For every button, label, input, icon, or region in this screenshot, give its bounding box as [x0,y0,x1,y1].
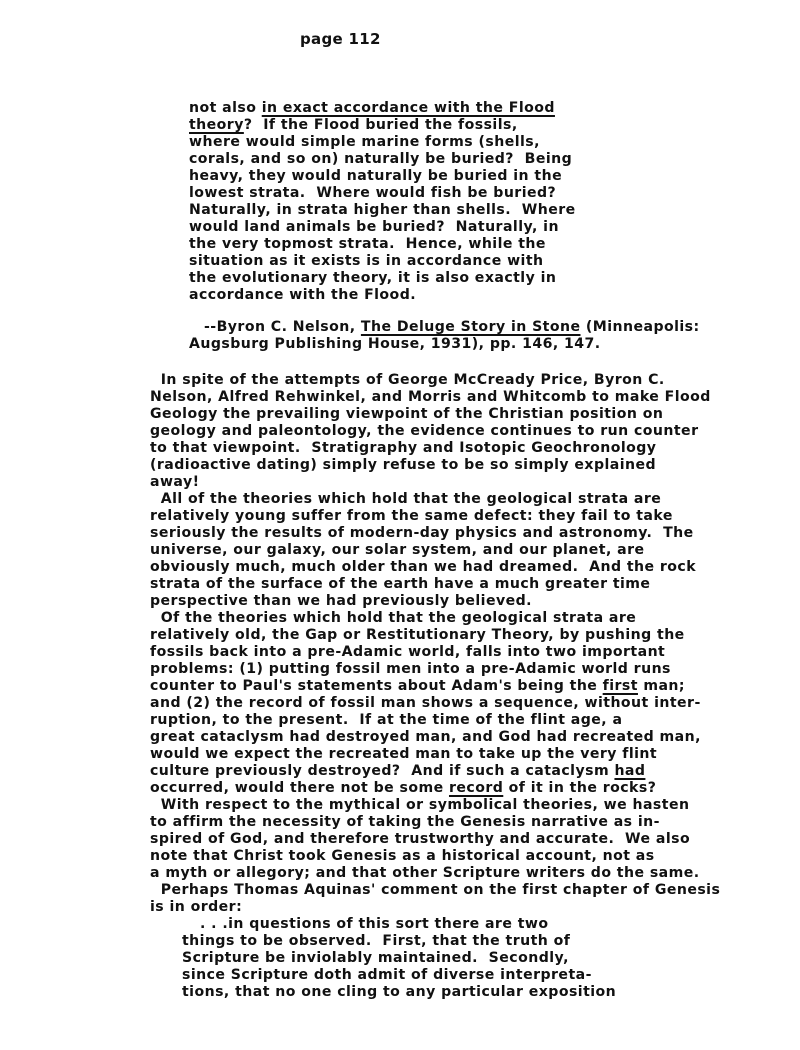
quote-text: not also [189,100,262,116]
body-line: to affirm the necessity of taking the Genesis narrative as in- [150,814,660,830]
body-line: obviously much, much older than we had dreamed. And the rock [150,559,697,575]
quote-line: tions, that no one cling to any particular exposition [182,984,617,1000]
body-line: Of the theories which hold that the geological strata are [150,610,637,626]
body-line: relatively young suffer from the same defect: they fail to take [150,508,673,524]
quote-line: heavy, they would naturally be buried in the [189,168,563,184]
quote-line: the very topmost strata. Hence, while the [189,236,546,252]
body-line: spired of God, and therefore trustworthy and accurate. We also [150,831,691,847]
quote-line: Scripture be inviolably maintained. Secondly, [182,950,569,966]
body-line: problems: (1) putting fossil men into a pre-Adamic world runs [150,661,671,677]
body-line: Perhaps Thomas Aquinas' comment on the first chapter of Genesis [150,882,721,898]
body-line: culture previously destroyed? And if such a cataclysm had [150,763,646,779]
quote-line: since Scripture doth admit of diverse interpreta- [182,967,592,983]
quote-line: situation as it exists is in accordance with [189,253,544,269]
body-line: Geology the prevailing viewpoint of the Christian position on [150,406,664,422]
body-line: counter to Paul's statements about Adam's being the first man; [150,678,685,694]
quote-line: the evolutionary theory, it is also exactly in [189,270,557,286]
citation-place: (Minneapolis: [580,319,700,335]
quote-line: where would simple marine forms (shells, [189,134,540,150]
body-line: universe, our galaxy, our solar system, and our planet, are [150,542,645,558]
quote-text: ? If the Flood buried the fossils, [243,117,518,133]
quote-line: . . .in questions of this sort there are two [200,916,549,932]
body-line: is in order: [150,899,243,915]
quote-line: things to be observed. First, that the truth of [182,933,571,949]
body-line: Nelson, Alfred Rehwinkel, and Morris and Whitcomb to make Flood [150,389,711,405]
page-number: page 112 [300,30,381,48]
underlined-word: record [448,780,504,796]
body-line: relatively old, the Gap or Restitutionary Theory, by pushing the [150,627,685,643]
body-line: geology and paleontology, the evidence continues to run counter [150,423,699,439]
body-line: In spite of the attempts of George McCready Price, Byron C. [150,372,665,388]
body-line: perspective than we had previously believed. [150,593,532,609]
body-line: to that viewpoint. Stratigraphy and Isotopic Geochronology [150,440,657,456]
body-line: occurred, would there not be some record of it in the rocks? [150,780,657,796]
quote-line: accordance with the Flood. [189,287,417,303]
underlined-phrase: in exact accordance with the Flood [261,100,555,116]
body-line: a myth or allegory; and that other Scripture writers do the same. [150,865,700,881]
body-line: ruption, to the present. If at the time of the flint age, a [150,712,623,728]
citation-line: Augsburg Publishing House, 1931), pp. 146, 147. [189,336,601,352]
quote-line [189,100,555,117]
underlined-word: first [602,678,638,694]
quote-line: lowest strata. Where would fish be buried? [189,185,557,201]
quote-line: would land animals be buried? Naturally, in [189,219,559,235]
quote-line: Naturally, in strata higher than shells. Where [189,202,576,218]
body-line: With respect to the mythical or symbolical theories, we hasten [150,797,690,813]
body-line: strata of the surface of the earth have a much greater time [150,576,651,592]
body-line: fossils back into a pre-Adamic world, falls into two important [150,644,666,660]
underlined-word: had [614,763,646,779]
body-line: great cataclysm had destroyed man, and God had recreated man, [150,729,701,745]
body-line: away! [150,474,200,490]
citation-author: --Byron C. Nelson, [204,319,361,335]
quote-line [189,117,518,134]
citation-line [204,319,700,336]
body-line: seriously the results of modern-day physics and astronomy. The [150,525,694,541]
underlined-phrase: theory [189,117,244,133]
body-line: (radioactive dating) simply refuse to be so simply explained [150,457,657,473]
quote-line: corals, and so on) naturally be buried? Being [189,151,573,167]
body-line: would we expect the recreated man to take up the very flint [150,746,658,762]
body-line: and (2) the record of fossil man shows a sequence, without inter- [150,695,701,711]
body-line: All of the theories which hold that the geological strata are [150,491,662,507]
body-line: note that Christ took Genesis as a historical account, not as [150,848,655,864]
citation-title: The Deluge Story in Stone [360,319,581,335]
